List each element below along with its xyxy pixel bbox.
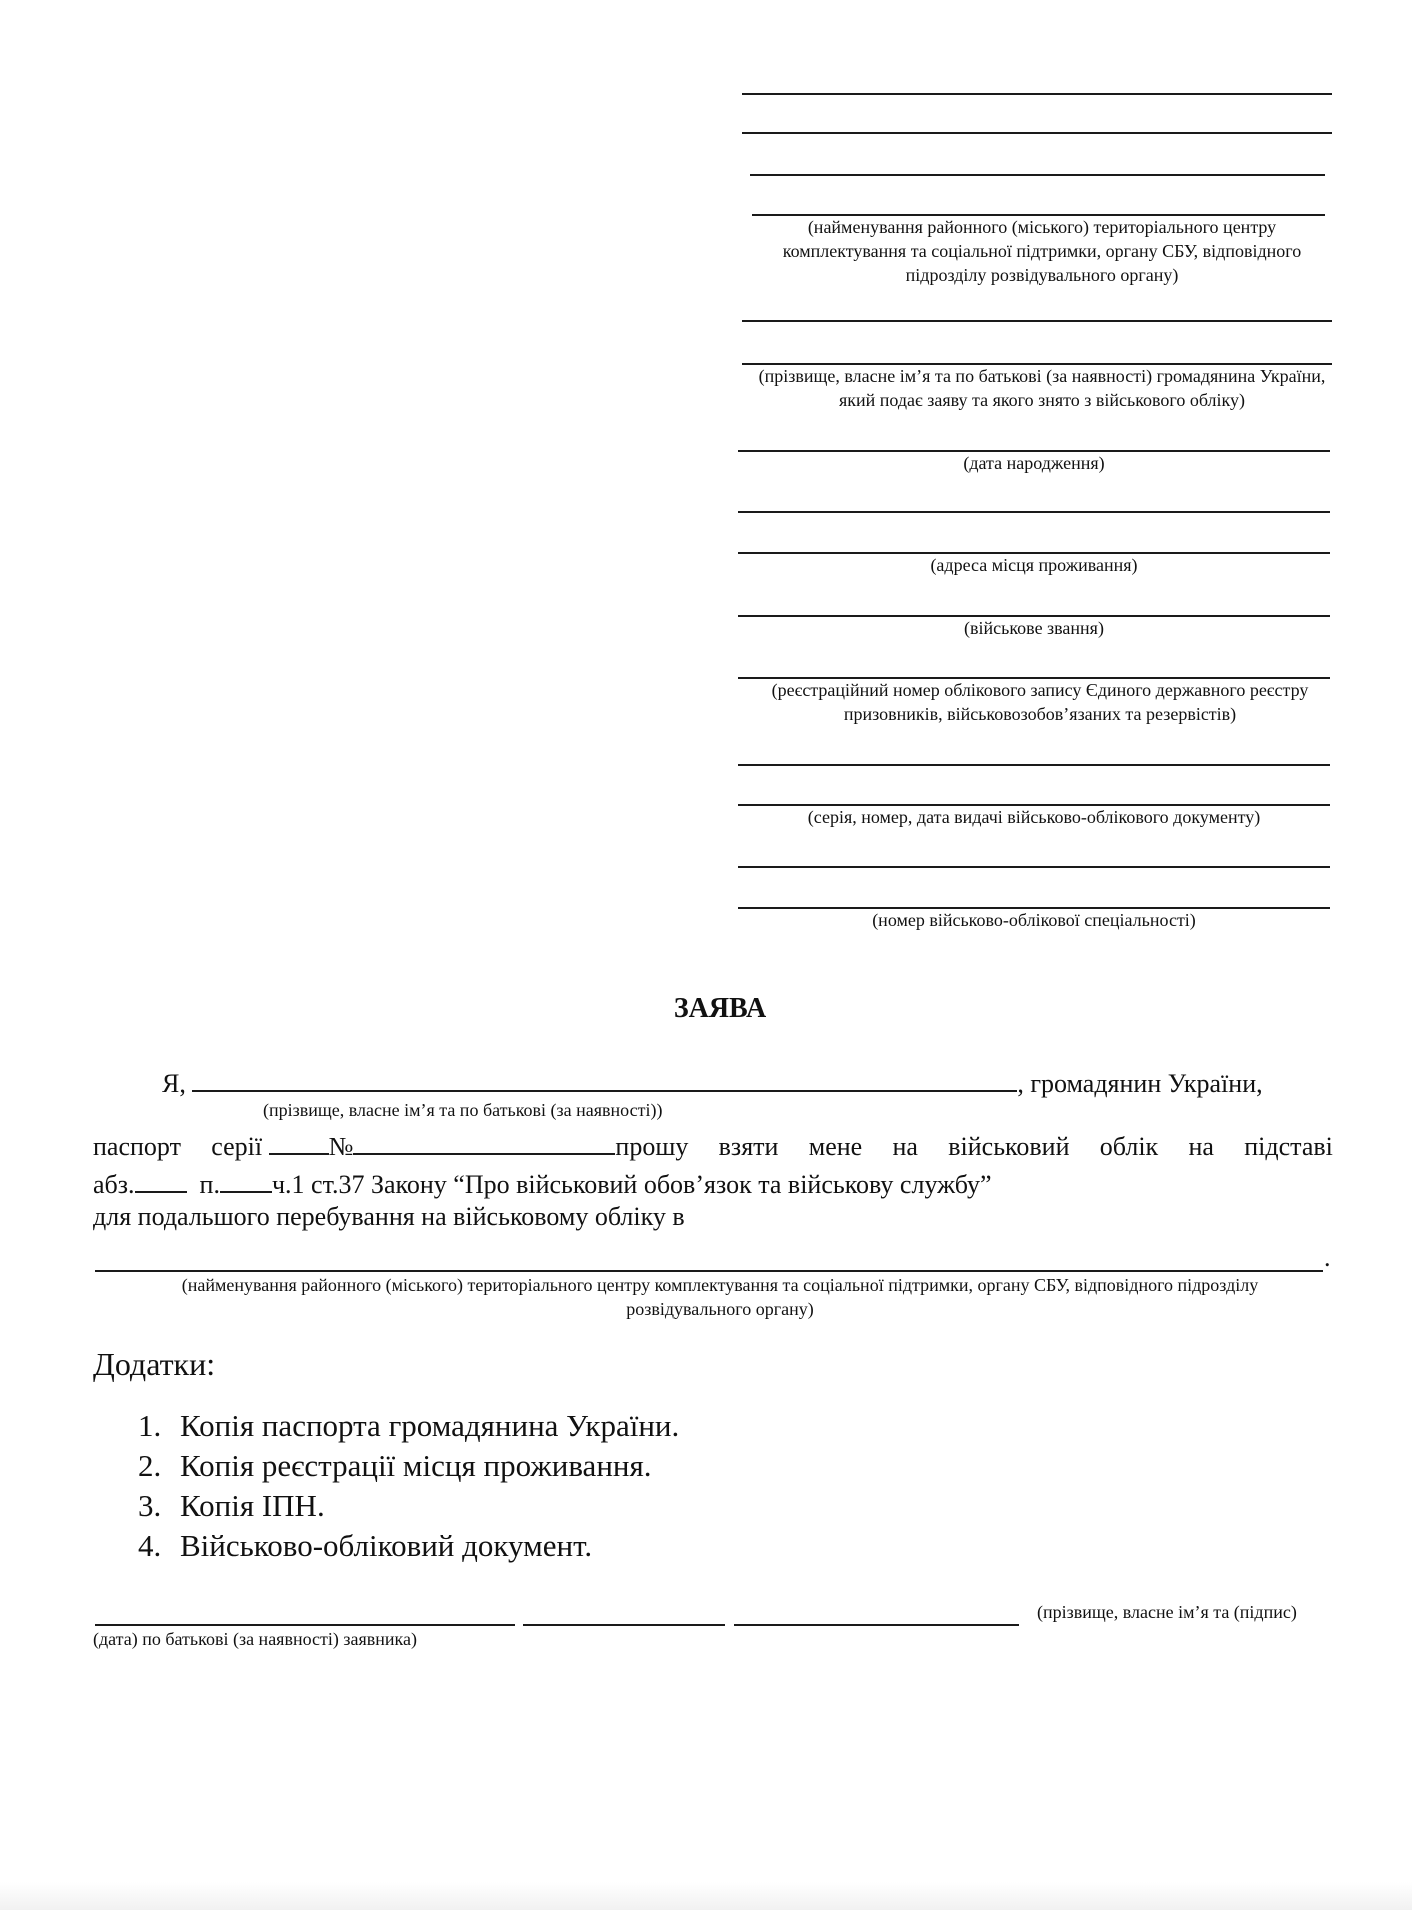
list-item bbox=[138, 1446, 679, 1486]
word-registry: облік bbox=[1099, 1132, 1159, 1161]
paragraph-blank[interactable] bbox=[135, 1165, 187, 1193]
body-line-2 bbox=[93, 1127, 1333, 1163]
recipient-line-3[interactable] bbox=[750, 174, 1325, 176]
body-line-4: для подальшого перебування на військовому обліку в bbox=[93, 1202, 685, 1231]
registry-caption: (реєстраційний номер облікового запису Єдиного державного реєстру призовників, військовозобов’язаних та резервістів) bbox=[771, 680, 1309, 724]
list-item-number: 3. bbox=[138, 1488, 162, 1523]
signature-line[interactable] bbox=[734, 1624, 1019, 1626]
word-on-1: на bbox=[892, 1132, 918, 1161]
page-bottom-shade bbox=[0, 1882, 1412, 1910]
series-blank[interactable] bbox=[269, 1127, 329, 1155]
date-name-caption: (дата) по батькові (за наявності) заявника) bbox=[93, 1629, 417, 1649]
series-group: серії № прошу bbox=[211, 1127, 688, 1163]
list-item-text: Копія паспорта громадянина України. bbox=[180, 1408, 680, 1443]
address-caption: (адреса місця проживання) bbox=[930, 555, 1138, 575]
recipient-caption: (найменування районного (міського) територіального центру комплектування та соціальної підтримки, органу СБУ, відповідного підрозділу розвідувального органу) bbox=[782, 217, 1302, 285]
registration-place-caption: (найменування районного (міського) територіального центру комплектування та соціальної підтримки, органу СБУ, відповідного підрозділу розвідувального органу) bbox=[181, 1275, 1259, 1319]
document-title: ЗАЯВА bbox=[673, 993, 767, 1024]
pronoun-text: Я, bbox=[162, 1069, 186, 1098]
signature-caption: (прізвище, власне ім’я та (підпис) bbox=[1037, 1602, 1297, 1622]
passport-number-blank[interactable] bbox=[353, 1127, 615, 1155]
attachments-list bbox=[138, 1406, 679, 1566]
paragraph-abbr: абз. bbox=[93, 1170, 135, 1199]
attachments-heading: Додатки: bbox=[93, 1346, 216, 1382]
word-basis: підставі bbox=[1244, 1132, 1333, 1161]
list-item-text: Копія ІПН. bbox=[180, 1488, 325, 1523]
passport-word: паспорт bbox=[93, 1132, 181, 1161]
specialty-caption: (номер військово-облікової спеціальності) bbox=[872, 910, 1196, 930]
list-item-number: 2. bbox=[138, 1448, 162, 1483]
list-item bbox=[138, 1486, 679, 1526]
person-caption: (прізвище, власне ім’я та по батькові (за наявності) громадянина України, який подає заяву та якого знято з військового обліку) bbox=[758, 366, 1326, 410]
specialty-line-1[interactable] bbox=[738, 866, 1330, 868]
list-item-text: Військово-обліковий документ. bbox=[180, 1528, 593, 1563]
number-sign: № bbox=[328, 1132, 354, 1161]
list-item bbox=[138, 1526, 679, 1566]
word-on-2: на bbox=[1188, 1132, 1214, 1161]
birth-caption: (дата народження) bbox=[963, 453, 1105, 473]
list-item-text: Копія реєстрації місця проживання. bbox=[180, 1448, 652, 1483]
address-line-1[interactable] bbox=[738, 511, 1330, 513]
word-me: мене bbox=[808, 1132, 863, 1161]
word-military: військовий bbox=[948, 1132, 1070, 1161]
document-line-1[interactable] bbox=[738, 764, 1330, 766]
registration-place-line[interactable] bbox=[95, 1270, 1323, 1272]
citizen-text: , громадянин України, bbox=[1017, 1069, 1263, 1098]
registration-place-dot: . bbox=[1324, 1243, 1331, 1272]
rank-caption: (військове звання) bbox=[964, 618, 1104, 638]
body-line-1 bbox=[162, 1064, 1263, 1100]
person-line-1[interactable] bbox=[742, 320, 1332, 322]
document-caption: (серія, номер, дата видачі військово-облікового документу) bbox=[807, 807, 1261, 827]
law-reference: ч.1 ст.37 Закону “Про військовий обов’язок та військову службу” bbox=[271, 1170, 992, 1199]
applicant-name-line[interactable] bbox=[523, 1624, 725, 1626]
full-name-blank[interactable] bbox=[192, 1064, 1017, 1092]
recipient-line-1[interactable] bbox=[742, 93, 1332, 95]
word-take: взяти bbox=[718, 1132, 779, 1161]
full-name-caption: (прізвище, власне ім’я та по батькові (за наявності)) bbox=[263, 1100, 663, 1120]
body-line-3 bbox=[93, 1165, 992, 1201]
recipient-line-2[interactable] bbox=[742, 132, 1332, 134]
list-item-number: 4. bbox=[138, 1528, 162, 1563]
date-line[interactable] bbox=[95, 1624, 515, 1626]
list-item bbox=[138, 1406, 679, 1446]
point-blank[interactable] bbox=[220, 1165, 272, 1193]
list-item-number: 1. bbox=[138, 1408, 162, 1443]
point-abbr: п. bbox=[199, 1170, 220, 1199]
